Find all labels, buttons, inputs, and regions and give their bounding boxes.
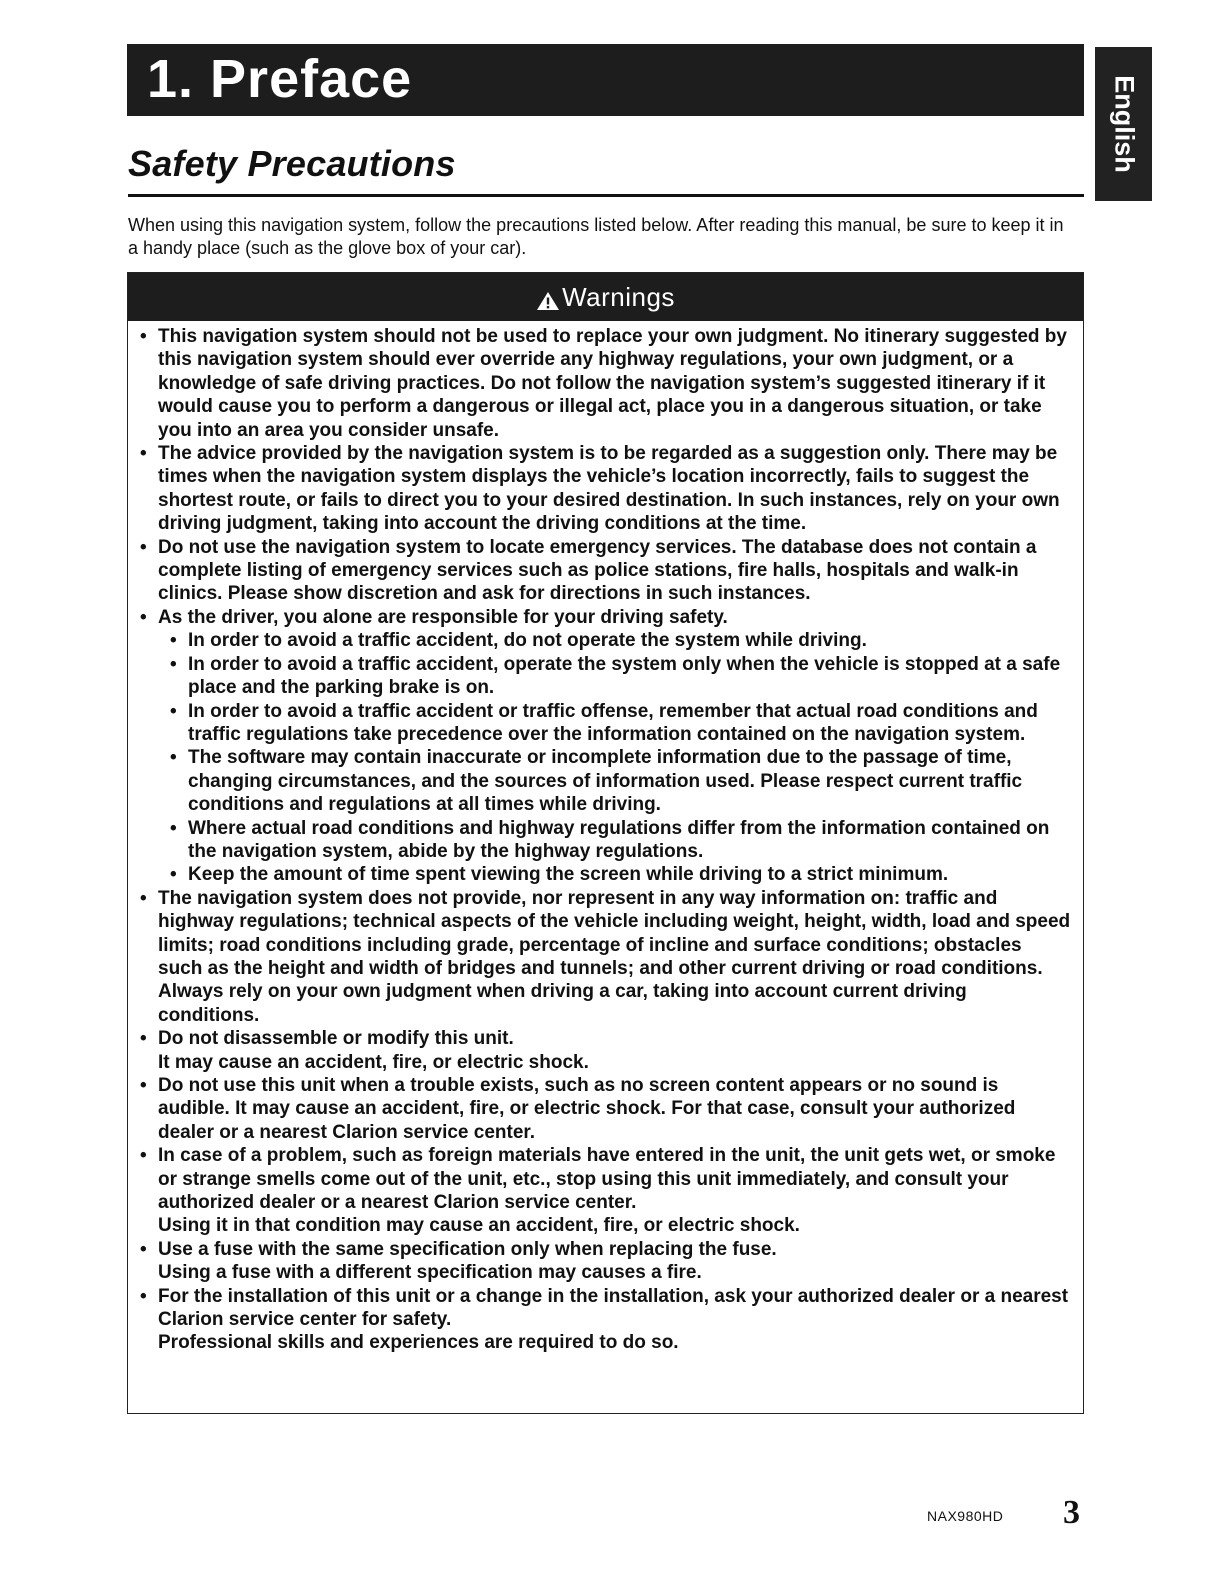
page-number: 3 — [1063, 1494, 1080, 1531]
warning-item — [158, 325, 1071, 442]
warning-subitem-text: The software may contain inaccurate or incomplete information due to the passage of time, changing circumstances, and the sources of information used. Please respect current traffic conditions and regulations at all times while driving. — [188, 747, 1023, 816]
warning-item-continuation: It may cause an accident, fire, or electric shock. — [158, 1051, 589, 1073]
language-tab — [1095, 47, 1152, 201]
warning-item — [158, 536, 1071, 606]
warning-triangle-icon — [536, 291, 560, 311]
section-title: Safety Precautions — [128, 143, 456, 184]
language-tab-label: English — [1109, 75, 1139, 173]
warning-item — [158, 1074, 1071, 1144]
warning-item-text: In case of a problem, such as foreign materials have entered in the unit, the unit gets wet, or smoke or strange smells come out of the unit, etc., stop using this unit immediately, and consult your authorized dealer or a nearest Clarion service center. — [158, 1145, 1056, 1214]
warning-subitem — [188, 653, 1071, 700]
warning-item-continuation: Professional skills and experiences are required to do so. — [158, 1332, 679, 1354]
warning-item-continuation: Using a fuse with a different specification may causes a fire. — [158, 1262, 702, 1284]
warning-item-text: The advice provided by the navigation system is to be regarded as a suggestion only. There may be times when the navigation system displays the vehicle’s location incorrectly, fails to suggest the shortest route, or fails to direct you to your desired destination. In such instances, rely on your own driving judgment, taking into account the driving conditions at the time. — [158, 443, 1060, 535]
warning-subitem — [188, 746, 1071, 816]
warning-item-continuation: Using it in that condition may cause an accident, fire, or electric shock. — [158, 1215, 800, 1237]
warning-subitem-text: In order to avoid a traffic accident or traffic offense, remember that actual road conditions and traffic regulations take precedence over the information contained on the navigation system. — [188, 700, 1038, 745]
warning-item — [158, 887, 1071, 1027]
model-number: NAX980HD — [927, 1508, 1004, 1524]
warning-item — [158, 1144, 1071, 1238]
warning-subitem — [188, 863, 1071, 886]
warning-subitem — [188, 817, 1071, 864]
warning-item — [158, 442, 1071, 536]
warnings-header-label: Warnings — [562, 281, 675, 312]
warning-item-text: Use a fuse with the same specification only when replacing the fuse. — [158, 1238, 777, 1260]
warning-item-text: Do not use this unit when a trouble exists, such as no screen content appears or no sound is audible. It may cause an accident, fire, or electric shock. For that case, consult your authorized dealer or a nearest Clarion service center. — [158, 1075, 1016, 1143]
warning-item-text: Do not disassemble or modify this unit. — [158, 1028, 514, 1050]
section-divider — [128, 194, 1084, 197]
warning-item — [158, 1238, 1071, 1285]
chapter-title: 1. Preface — [147, 49, 413, 109]
intro-paragraph: When using this navigation system, follow the precautions listed below. After reading this manual, be sure to keep it in a handy place (such as the glove box of your car). — [128, 215, 1064, 258]
warning-subitem-text: Where actual road conditions and highway regulations differ from the information contained on the navigation system, abide by the highway regulations. — [188, 817, 1050, 862]
warning-subitem-text: In order to avoid a traffic accident, do not operate the system while driving. — [188, 630, 867, 652]
warnings-header — [128, 273, 1083, 321]
warnings-list — [128, 321, 1083, 1355]
warning-item-text: As the driver, you alone are responsible for your driving safety. — [158, 606, 728, 628]
warning-item — [158, 1285, 1071, 1355]
warning-subitem-text: In order to avoid a traffic accident, operate the system only when the vehicle is stopped at a safe place and the parking brake is on. — [188, 653, 1061, 699]
warning-item — [158, 606, 1071, 629]
chapter-banner — [127, 44, 1084, 116]
warning-subitem — [188, 629, 1071, 652]
warning-subitem — [188, 700, 1071, 747]
warning-subitem-text: Keep the amount of time spent viewing the screen while driving to a strict minimum. — [188, 864, 949, 886]
warning-item-text: Do not use the navigation system to locate emergency services. The database does not contain a complete listing of emergency services such as police stations, fire halls, hospitals and walk-in clinics. Please show discretion and ask for directions in such instances. — [158, 536, 1037, 605]
warning-item — [158, 1027, 1071, 1074]
warning-item-text: This navigation system should not be used to replace your own judgment. No itinerary suggested by this navigation system should ever override any highway regulations, your own judgment, or a knowledge of safe driving practices. Do not follow the navigation system’s suggested itinerary if it would cause you to perform a dangerous or illegal act, place you in a dangerous situation, or take you into an area you consider unsafe. — [158, 326, 1067, 441]
warning-item-text: For the installation of this unit or a change in the installation, ask your authorized dealer or a nearest Clarion service center for safety. — [158, 1285, 1069, 1331]
warning-item-text: The navigation system does not provide, nor represent in any way information on: traffic and highway regulations; technical aspects of the vehicle including weight, height, width, load and speed limits; road conditions including grade, percentage of incline and surface conditions; obstacles such as the height and width of bridges and tunnels; and other current driving or road conditions. Always rely on your own judgment when driving a car, taking into account current driving conditions. — [158, 887, 1071, 1026]
warnings-box — [127, 272, 1084, 1414]
